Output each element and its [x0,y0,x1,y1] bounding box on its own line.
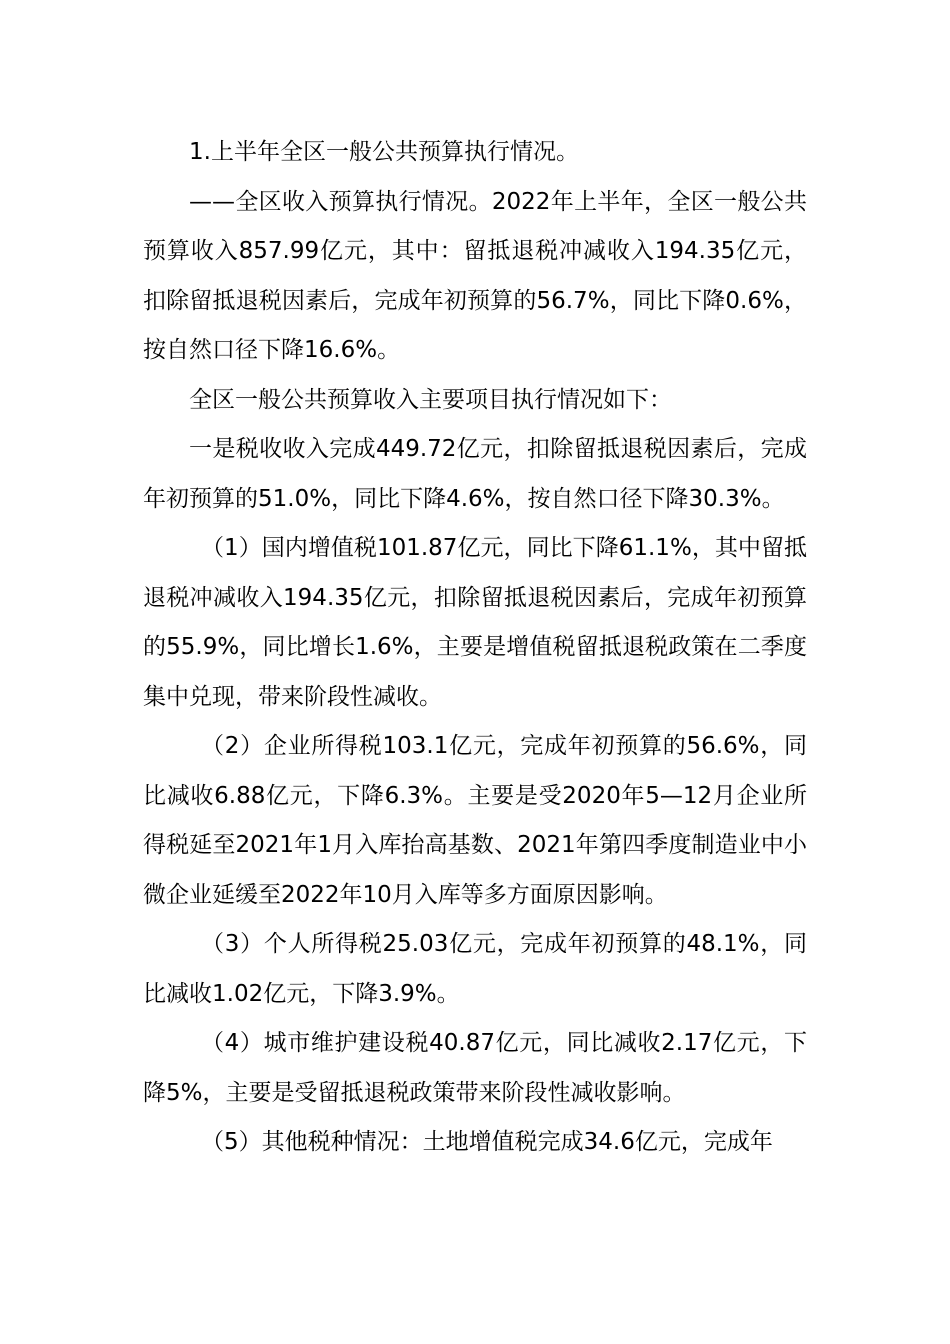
paragraph-tax-revenue: 一是税收收入完成449.72亿元，扣除留抵退税因素后，完成年初预算的51.0%，同比下降4.6%，按自然口径下降30.3%。 [143,436,807,512]
document-body [143,128,807,1168]
paragraph-other-taxes: （5）其他税种情况：土地增值税完成34.6亿元，完成年 [201,1129,773,1155]
paragraph-corporate-income-tax: （2）企业所得税103.1亿元，完成年初预算的56.6%，同比减收6.88亿元，下降6.3%。主要是受2020年5—12月企业所得税延至2021年1月入库抬高基数、2021年第四季度制造业中小微企业延缓至2022年10月入库等多方面原因影响。 [143,733,807,908]
paragraph-revenue-overview: ——全区收入预算执行情况。2022年上半年，全区一般公共预算收入857.99亿元，其中：留抵退税冲减收入194.35亿元，扣除留抵退税因素后，完成年初预算的56.7%，同比下降0.6%，按自然口径下降16.6%。 [143,188,807,363]
paragraph-personal-income-tax: （3）个人所得税25.03亿元，完成年初预算的48.1%，同比减收1.02亿元，下降3.9%。 [143,931,807,1007]
section-heading: 1.上半年全区一般公共预算执行情况。 [189,139,579,165]
paragraph-main-items-intro: 全区一般公共预算收入主要项目执行情况如下： [189,386,672,413]
paragraph-vat: （1）国内增值税101.87亿元，同比下降61.1%，其中留抵退税冲减收入194.35亿元，扣除留抵退税因素后，完成年初预算的55.9%，同比增长1.6%，主要是增值税留抵退税政策在二季度集中兑现，带来阶段性减收。 [143,535,807,710]
paragraph-urban-maintenance-tax: （4）城市维护建设税40.87亿元，同比减收2.17亿元，下降5%，主要是受留抵退税政策带来阶段性减收影响。 [143,1030,807,1106]
